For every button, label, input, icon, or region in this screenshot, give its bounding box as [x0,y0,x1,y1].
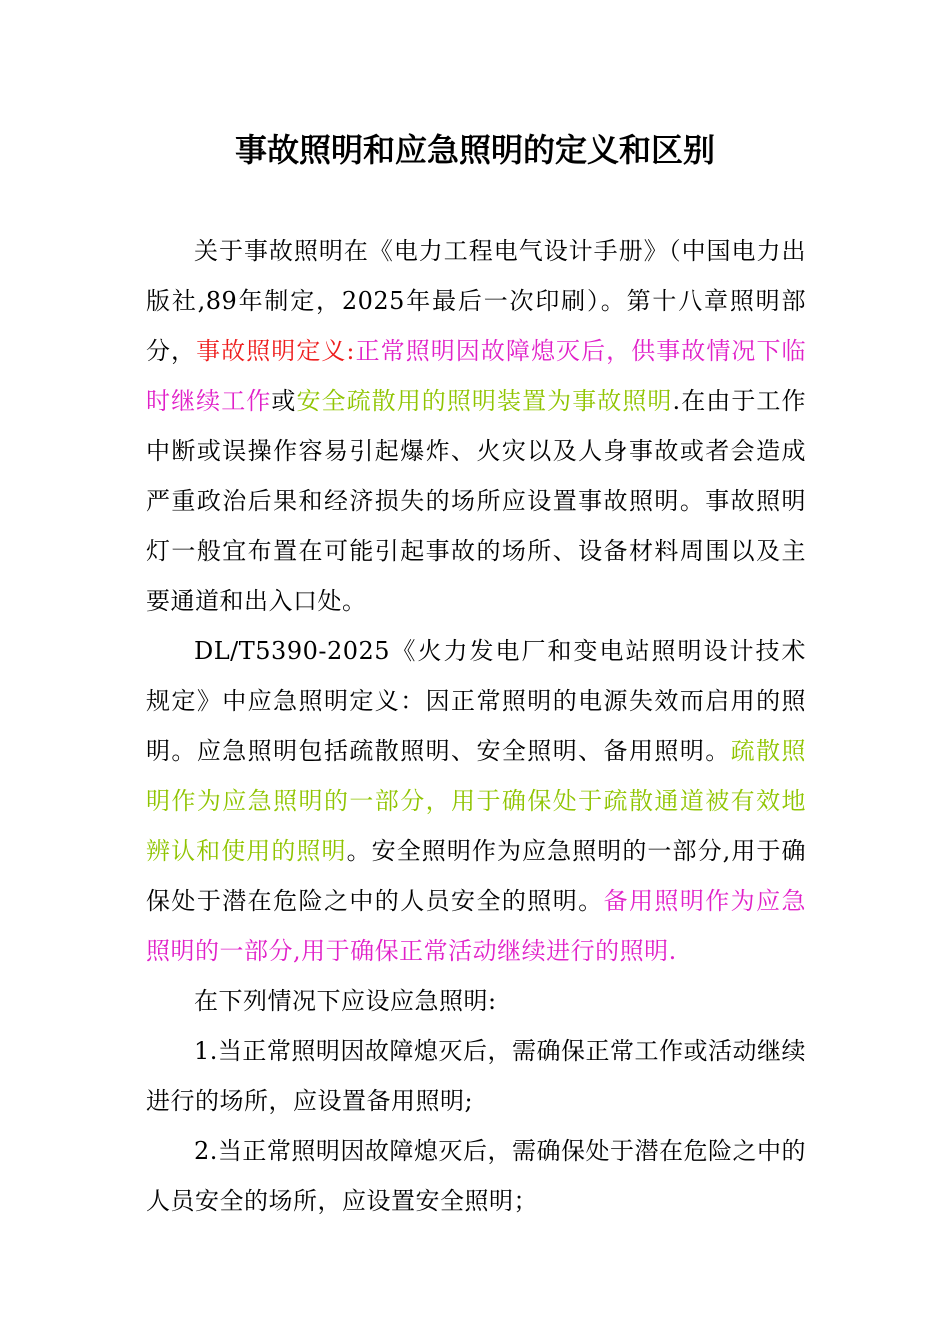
highlight-temporary-work: 正常照明因故障熄灭后，供事故情况下临时继续工作 [146,337,807,415]
highlight-safe-evacuation: 安全疏散用的照明装置为事故照明 [296,387,673,415]
paragraph-text: 或 [271,387,297,415]
paragraph-accident-lighting [146,226,806,626]
highlight-evacuation-lighting: 疏散照明作为应急照明的一部分，用于确保处于疏散通道被有效地辨认和使用的照明 [146,737,807,865]
document-body [146,226,806,1226]
paragraph-emergency-lighting [146,626,806,976]
paragraph-text: DL/T5390-2025《火力发电厂和变电站照明设计技术规定》中应急照明定义：因正常照明的电源失效而启用的照明。应急照明包括疏散照明、安全照明、备用照明。 [146,637,806,765]
paragraph-text: .在由于工作中断或误操作容易引起爆炸、火灾以及人身事故或者会造成严重政治后果和经济损失的场所应设置事故照明。事故照明灯一般宜布置在可能引起事故的场所、设备材料周围以及主要通道和出入口处。 [146,387,807,615]
list-item-standby: 1.当正常照明因故障熄灭后，需确保正常工作或活动继续进行的场所，应设置备用照明; [146,1037,806,1115]
paragraph-conditions-intro: 在下列情况下应设应急照明: [194,987,497,1015]
list-item-safety: 2.当正常照明因故障熄灭后，需确保处于潜在危险之中的人员安全的场所，应设置安全照明； [146,1137,806,1215]
paragraph-text: 关于事故照明在《电力工程电气设计手册》（中国电力出版社,89年制定，2025年最后一次印刷）。第十八章照明部分， [146,237,806,365]
document-title: 事故照明和应急照明的定义和区别 [234,131,715,169]
highlight-definition-label: 事故照明定义: [196,337,356,365]
highlight-standby-lighting: 备用照明作为应急照明的一部分,用于确保正常活动继续进行的照明. [146,887,807,965]
paragraph-text: 。安全照明作为应急照明的一部分,用于确保处于潜在危险之中的人员安全的照明。 [146,837,806,915]
